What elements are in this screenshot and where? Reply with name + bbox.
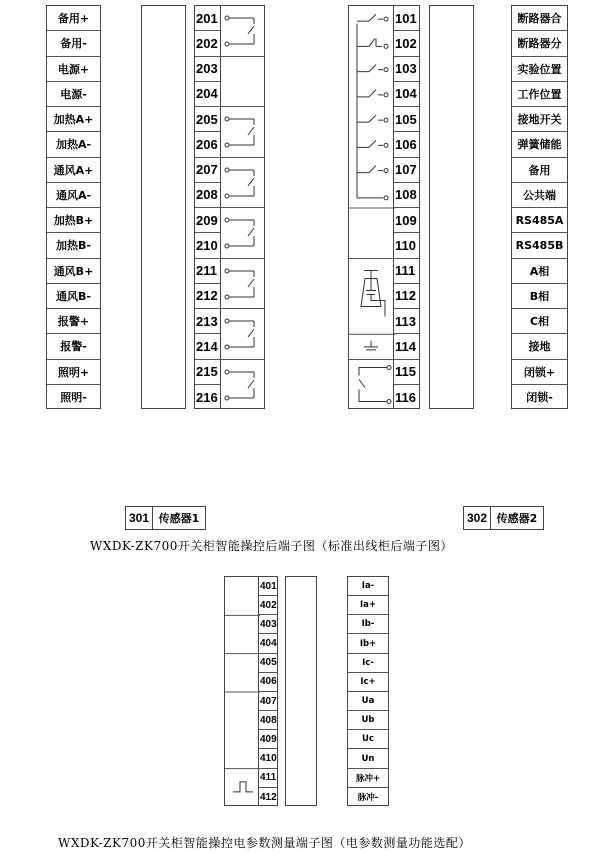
- terminal-101: 101: [394, 6, 419, 31]
- terminal-411: 411: [259, 769, 277, 788]
- left-label-13: 报警-: [47, 334, 100, 359]
- terminal-210: 210: [195, 233, 220, 258]
- measure-label-7: Ub: [348, 711, 388, 730]
- left-label-6: 通风A+: [47, 158, 100, 183]
- terminal-102: 102: [394, 31, 419, 56]
- right-label-4: 接地开关: [512, 107, 567, 132]
- terminal-215: 215: [195, 360, 220, 385]
- terminal-201: 201: [195, 6, 220, 31]
- terminal-213: 213: [195, 309, 220, 334]
- measure-label-4: Ic-: [348, 654, 388, 673]
- left-label-2: 电源+: [47, 57, 100, 82]
- terminal-206: 206: [195, 132, 220, 157]
- terminal-209: 209: [195, 208, 220, 233]
- left-label-8: 加热B+: [47, 208, 100, 233]
- left-label-11: 通风B-: [47, 284, 100, 309]
- terminal-104: 104: [394, 82, 419, 107]
- terminal-204: 204: [195, 82, 220, 107]
- terminal-216: 216: [196, 389, 218, 405]
- terminal-214: 214: [195, 334, 220, 359]
- relay-contact-icon: [221, 107, 266, 157]
- relay-group: [221, 360, 264, 411]
- terminal-406: 406: [259, 673, 277, 692]
- right-label-1: 断路器分: [512, 31, 567, 56]
- right-label-9: RS485B: [512, 233, 567, 258]
- relay-contact-icon: [221, 208, 266, 258]
- right-label-2: 实验位置: [512, 57, 567, 82]
- terminal-402: 402: [259, 596, 277, 615]
- measure-label-column: [347, 576, 389, 806]
- left-label-9: 加热B-: [47, 233, 100, 258]
- right-label-5: 弹簧储能: [512, 132, 567, 157]
- caption-measure-terminal: WXDK-ZK700开关柜智能操控电参数测量端子图（电参数测量功能选配）: [58, 836, 471, 850]
- left-label-3: 电源-: [47, 82, 100, 107]
- ground-icon: [364, 341, 378, 350]
- left-label-0: 备用+: [47, 6, 100, 31]
- terminal-401: 401: [259, 577, 277, 596]
- terminal-block-400: [258, 576, 278, 806]
- relay-group: [221, 259, 264, 310]
- terminal-115: 115: [394, 360, 419, 385]
- relay-group: [221, 6, 264, 57]
- right-label-14: 闭锁+: [512, 360, 567, 385]
- terminal-212: 212: [195, 284, 220, 309]
- sensor-1-terminal: 301: [126, 507, 153, 529]
- left-label-10: 通风B+: [47, 259, 100, 284]
- left-connector-blank: [141, 5, 186, 409]
- right-label-12: C相: [512, 309, 567, 334]
- measure-label-10: 脉冲+: [348, 769, 388, 788]
- terminal-114: 114: [394, 334, 419, 359]
- sensor-2-box: [463, 506, 544, 530]
- terminal-407: 407: [259, 692, 277, 711]
- measure-label-2: Ib-: [348, 615, 388, 634]
- right-label-13: 接地: [512, 334, 567, 359]
- terminal-105: 105: [394, 107, 419, 132]
- terminal-106: 106: [394, 132, 419, 157]
- relay-contact-icon: [221, 360, 266, 410]
- left-label-7: 通风A-: [47, 183, 100, 208]
- measure-label-0: Ia-: [348, 577, 388, 596]
- terminal-409: 409: [259, 730, 277, 749]
- right-label-0: 断路器合: [512, 6, 567, 31]
- left-label-column: [46, 5, 101, 409]
- terminal-116: 116: [395, 389, 416, 405]
- terminal-block-200: [194, 5, 221, 409]
- terminal-109: 109: [394, 208, 419, 233]
- relay-group: [221, 107, 264, 158]
- terminal-107: 107: [394, 158, 419, 183]
- right-label-3: 工作位置: [512, 82, 567, 107]
- right-label-6: 备用: [512, 158, 567, 183]
- relay-group: [221, 208, 264, 259]
- left-label-1: 备用-: [47, 31, 100, 56]
- terminal-205: 205: [195, 107, 220, 132]
- relay-contact-icon: [221, 6, 266, 56]
- switch-contacts-icon: [349, 6, 395, 410]
- left-label-12: 报警+: [47, 309, 100, 334]
- measure-label-5: Ic+: [348, 673, 388, 692]
- relay-contact-icon: [221, 309, 266, 359]
- relay-symbol-column-200: [220, 5, 265, 409]
- measure-label-1: Ia+: [348, 596, 388, 615]
- sensor-1-label: 传感器1: [158, 512, 200, 525]
- terminal-211: 211: [195, 259, 220, 284]
- measure-label-11: 脉冲-: [357, 793, 379, 804]
- left-label-4: 加热A+: [47, 107, 100, 132]
- terminal-203: 203: [195, 57, 220, 82]
- terminal-208: 208: [195, 183, 220, 208]
- left-label-5: 加热A-: [47, 132, 100, 157]
- sensor-2-terminal: 302: [464, 507, 491, 529]
- measure-label-9: Un: [348, 750, 388, 769]
- terminal-207: 207: [195, 158, 220, 183]
- terminal-412: 412: [260, 791, 277, 803]
- right-label-15: 闭锁-: [526, 391, 553, 405]
- terminal-408: 408: [259, 711, 277, 730]
- pulse-icon: [225, 577, 260, 807]
- measure-label-3: Ib+: [348, 635, 388, 654]
- right-label-column: [511, 5, 568, 409]
- right-label-11: B相: [512, 284, 567, 309]
- measure-label-8: Uc: [348, 730, 388, 749]
- terminal-202: 202: [195, 31, 220, 56]
- relay-group: [221, 309, 264, 360]
- measure-connector-blank: [285, 576, 317, 806]
- measure-label-6: Ua: [348, 692, 388, 711]
- terminal-110: 110: [394, 233, 419, 258]
- sensor-2-label: 传感器2: [496, 512, 538, 525]
- left-label-14: 照明+: [47, 360, 100, 385]
- relay-group: [221, 57, 264, 108]
- relay-contact-icon: [221, 158, 266, 208]
- sensor-1-box: [125, 506, 206, 530]
- terminal-block-100: [393, 5, 420, 409]
- relay-contact-icon: [221, 259, 266, 309]
- terminal-111: 111: [394, 259, 419, 284]
- relay-group: [221, 158, 264, 209]
- right-label-10: A相: [512, 259, 567, 284]
- terminal-405: 405: [259, 654, 277, 673]
- terminal-108: 108: [394, 183, 419, 208]
- terminal-113: 113: [394, 309, 419, 334]
- caption-rear-terminal: WXDK-ZK700开关柜智能操控后端子图（标准出线柜后端子图）: [90, 539, 453, 553]
- right-connector-blank: [429, 5, 474, 409]
- terminal-112: 112: [394, 284, 419, 309]
- terminal-410: 410: [259, 750, 277, 769]
- right-label-7: 公共端: [512, 183, 567, 208]
- terminal-404: 404: [259, 635, 277, 654]
- pulse-symbol-column: [224, 576, 259, 806]
- right-label-8: RS485A: [512, 208, 567, 233]
- terminal-103: 103: [394, 57, 419, 82]
- left-label-15: 照明-: [60, 391, 87, 405]
- symbol-column-100: [348, 5, 394, 409]
- terminal-403: 403: [259, 615, 277, 634]
